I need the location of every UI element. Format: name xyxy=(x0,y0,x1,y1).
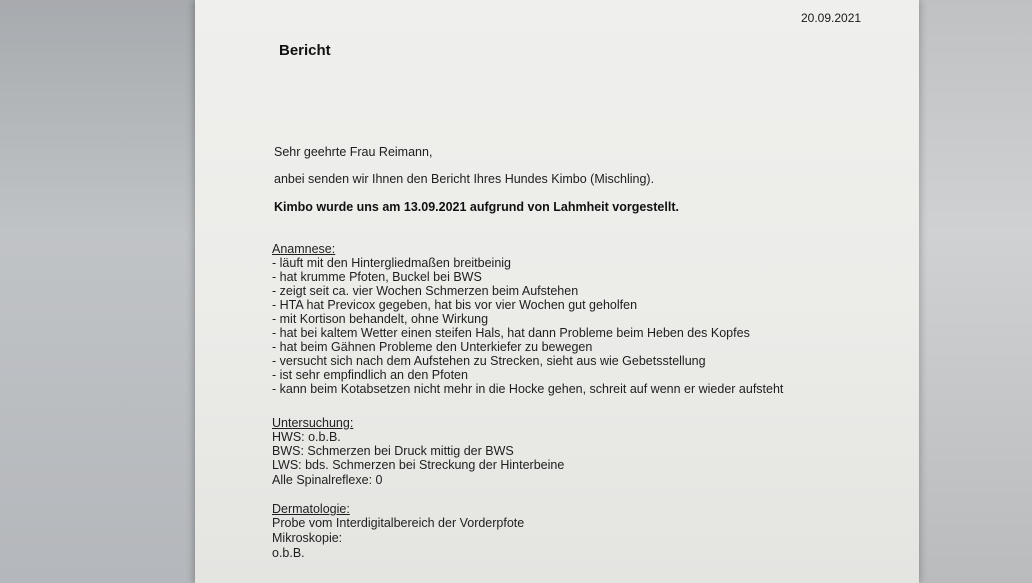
dermatologie-item: o.b.B. xyxy=(272,546,305,560)
anamnese-item: - HTA hat Previcox gegeben, hat bis vor vier Wochen gut geholfen xyxy=(272,298,638,312)
anamnese-item: - mit Kortison behandelt, ohne Wirkung xyxy=(272,312,489,326)
anamnese-item: - hat krumme Pfoten, Buckel bei BWS xyxy=(272,270,482,284)
intro-text: anbei senden wir Ihnen den Bericht Ihres Hundes Kimbo (Mischling). xyxy=(274,172,655,186)
report-page xyxy=(195,0,919,583)
untersuchung-heading: Untersuchung: xyxy=(272,416,354,430)
untersuchung-item: Alle Spinalreflexe: 0 xyxy=(272,473,383,487)
dermatologie-item: Mikroskopie: xyxy=(272,531,343,545)
untersuchung-item: HWS: o.b.B. xyxy=(272,430,341,444)
reason-text: Kimbo wurde uns am 13.09.2021 aufgrund von Lahmheit vorgestellt. xyxy=(274,200,679,214)
anamnese-item: - hat beim Gähnen Probleme den Unterkiefer zu bewegen xyxy=(272,340,593,354)
anamnese-heading: Anamnese: xyxy=(272,242,336,256)
report-title: Bericht xyxy=(279,42,331,59)
untersuchung-item: BWS: Schmerzen bei Druck mittig der BWS xyxy=(272,444,514,458)
desk-background-right xyxy=(919,0,1032,583)
anamnese-item: - kann beim Kotabsetzen nicht mehr in die Hocke gehen, schreit auf wenn er wieder aufsteht xyxy=(272,382,784,396)
anamnese-item: - hat bei kaltem Wetter einen steifen Hals, hat dann Probleme beim Heben des Kopfes xyxy=(272,326,750,340)
dermatologie-heading: Dermatologie: xyxy=(272,502,350,516)
untersuchung-item: LWS: bds. Schmerzen bei Streckung der Hinterbeine xyxy=(272,458,565,472)
anamnese-item: - versucht sich nach dem Aufstehen zu Strecken, sieht aus wie Gebetsstellung xyxy=(272,354,706,368)
desk-background-left xyxy=(0,0,195,583)
dermatologie-item: Probe vom Interdigitalbereich der Vorderpfote xyxy=(272,516,525,530)
anamnese-item: - läuft mit den Hintergliedmaßen breitbeinig xyxy=(272,256,512,270)
report-date: 20.09.2021 xyxy=(801,11,862,25)
anamnese-item: - zeigt seit ca. vier Wochen Schmerzen beim Aufstehen xyxy=(272,284,579,298)
salutation: Sehr geehrte Frau Reimann, xyxy=(274,145,433,159)
anamnese-item: - ist sehr empfindlich an den Pfoten xyxy=(272,368,468,382)
